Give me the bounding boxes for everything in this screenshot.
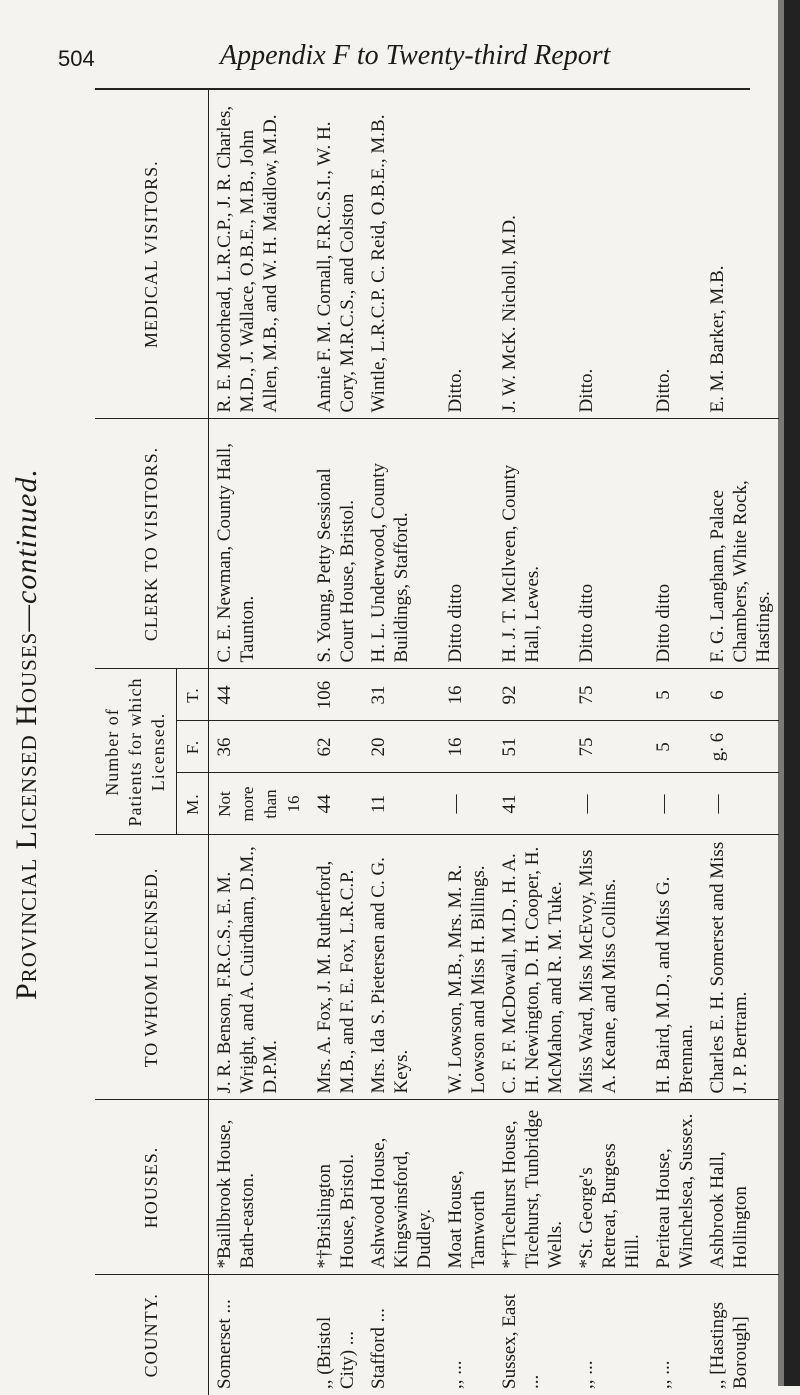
cell-clerk: Ditto ditto <box>440 419 494 669</box>
cell-medical: Ditto. <box>445 368 466 413</box>
cell-house: *†Ticehurst House, Ticehurst, Tunbridge Wells. <box>494 1100 571 1275</box>
cell-clerk: Ditto ditto <box>571 419 648 669</box>
cell-county: Stafford ... <box>363 1275 440 1395</box>
table-row <box>309 90 363 1395</box>
cell-f: 5 <box>648 721 702 773</box>
table-row <box>702 90 779 1395</box>
cell-licensed: Charles E. H. Somerset and Miss J. P. Bertram. <box>702 835 779 1100</box>
header-licensed-to: TO WHOM LICENSED. <box>95 835 209 1100</box>
cell-county: ,, [Hastings Borough] <box>702 1275 779 1395</box>
cell-t: 106 <box>309 669 363 721</box>
cell-medical: Annie F. M. Cornall, F.R.C.S.I., W. H. Cory, M.R.C.S., and Colston <box>314 121 358 413</box>
cell-licensed: C. F. F. McDowall, M.D., H. A. H. Newington, D. H. Cooper, H. McMahon, and R. M. Tuke. <box>494 835 571 1100</box>
side-heading-main: Provincial Licensed Houses <box>10 631 43 1000</box>
cell-county: ,, ... <box>440 1275 494 1395</box>
table-row <box>571 90 648 1395</box>
cell-house: Moat House, Tamworth <box>440 1100 494 1275</box>
cell-f: 36 <box>209 721 310 773</box>
cell-m: — <box>648 773 702 835</box>
cell-county: Sussex, East ... <box>494 1275 571 1395</box>
header-county: COUNTY. <box>95 1275 209 1395</box>
header-clerk: CLERK TO VISITORS. <box>95 419 209 669</box>
cell-house: Ashbrook Hall, Hollington <box>702 1100 779 1275</box>
cell-m: — <box>702 773 779 835</box>
cell-t: 44 <box>209 669 310 721</box>
cell-medical: E. M. Barker, M.B. <box>707 265 728 413</box>
cell-t: 5 <box>648 669 702 721</box>
cell-licensed: J. R. Benson, F.R.C.S., E. M. Wright, and A. Cuirdham, D.M., D.P.M. <box>209 835 310 1100</box>
cell-house: Ashwood House, Kingswinsford, Dudley. <box>363 1100 440 1275</box>
cell-m: 11 <box>363 773 440 835</box>
table-row <box>209 90 310 1395</box>
cell-t: 92 <box>494 669 571 721</box>
licensed-houses-table <box>95 90 774 1395</box>
cell-clerk: C. E. Newman, County Hall, Taunton. <box>209 419 310 669</box>
cell-m: 41 <box>494 773 571 835</box>
cell-m: 44 <box>309 773 363 835</box>
page-edge <box>784 0 800 1386</box>
cell-house: *St. George's Retreat, Burgess Hill. <box>571 1100 648 1275</box>
header-m: M. <box>177 773 209 835</box>
cell-licensed: Mrs. Ida S. Pietersen and C. G. Keys. <box>363 835 440 1100</box>
cell-licensed: Mrs. A. Fox, J. M. Rutherford, M.B., and F. E. Fox, L.R.C.P. <box>309 835 363 1100</box>
cell-t: 31 <box>363 669 440 721</box>
cell-county: ,, (Bristol City) ... <box>309 1275 363 1395</box>
side-heading-cont: —continued. <box>10 468 43 632</box>
cell-f: g. 6 <box>702 721 779 773</box>
table-row <box>648 90 702 1395</box>
cell-medical: Ditto. <box>576 368 597 413</box>
cell-medical: Wintle, L.R.C.P. C. Reid, O.B.E., M.B. <box>368 114 389 413</box>
cell-licensed: H. Baird, M.D., and Miss G. Brennan. <box>648 835 702 1100</box>
table-row <box>494 90 571 1395</box>
table-row <box>440 90 494 1395</box>
cell-t: 16 <box>440 669 494 721</box>
cell-f: 75 <box>571 721 648 773</box>
cell-f: 51 <box>494 721 571 773</box>
cell-county: ,, ... <box>571 1275 648 1395</box>
cell-f: 20 <box>363 721 440 773</box>
cell-f: 62 <box>309 721 363 773</box>
cell-clerk: H. L. Underwood, County Buildings, Stafford. <box>363 419 440 669</box>
cell-house: *Baillbrook House, Bath-easton. <box>209 1100 310 1275</box>
page-number: 504 <box>58 46 95 71</box>
cell-house: Periteau House, Winchelsea, Sussex. <box>648 1100 702 1275</box>
header-t: T. <box>177 669 209 721</box>
cell-county: Somerset ... <box>209 1275 310 1395</box>
cell-f: 16 <box>440 721 494 773</box>
cell-m: Not more than 16 <box>209 773 310 835</box>
header-houses: HOUSES. <box>95 1100 209 1275</box>
cell-clerk: Ditto ditto <box>648 419 702 669</box>
side-heading <box>10 468 44 1000</box>
cell-medical: J. W. McK. Nicholl, M.D. <box>499 215 520 413</box>
header-f: F. <box>177 721 209 773</box>
cell-clerk: F. G. Langham, Palace Chambers, White Rock, Hastings. <box>702 419 779 669</box>
cell-house: *†Brislington House, Bristol. <box>309 1100 363 1275</box>
cell-medical: R. E. Moorhead, L.R.C.P., J. R. Charles, M.D., J. Wallace, O.B.E., M.B., John Allen, M.B., and W. H. Maidlow, M.D. <box>214 105 281 413</box>
table-row <box>363 90 440 1395</box>
cell-clerk: H. J. T. McIlveen, County Hall, Lewes. <box>494 419 571 669</box>
cell-county: ,, ... <box>648 1275 702 1395</box>
cell-m: — <box>571 773 648 835</box>
header-patients: Number of Patients for which Licensed. <box>95 669 177 835</box>
cell-licensed: W. Lowson, M.B., Mrs. M. R. Lowson and Miss H. Billings. <box>440 835 494 1100</box>
cell-m: — <box>440 773 494 835</box>
cell-t: 6 <box>702 669 779 721</box>
cell-t: 75 <box>571 669 648 721</box>
running-head: Appendix F to Twenty-third Report <box>220 40 611 71</box>
cell-licensed: Miss Ward, Miss McEvoy, Miss A. Keane, and Miss Collins. <box>571 835 648 1100</box>
header-medical: MEDICAL VISITORS. <box>95 90 209 419</box>
cell-medical: Ditto. <box>653 368 674 413</box>
cell-clerk: S. Young, Petty Sessional Court House, Bristol. <box>309 419 363 669</box>
